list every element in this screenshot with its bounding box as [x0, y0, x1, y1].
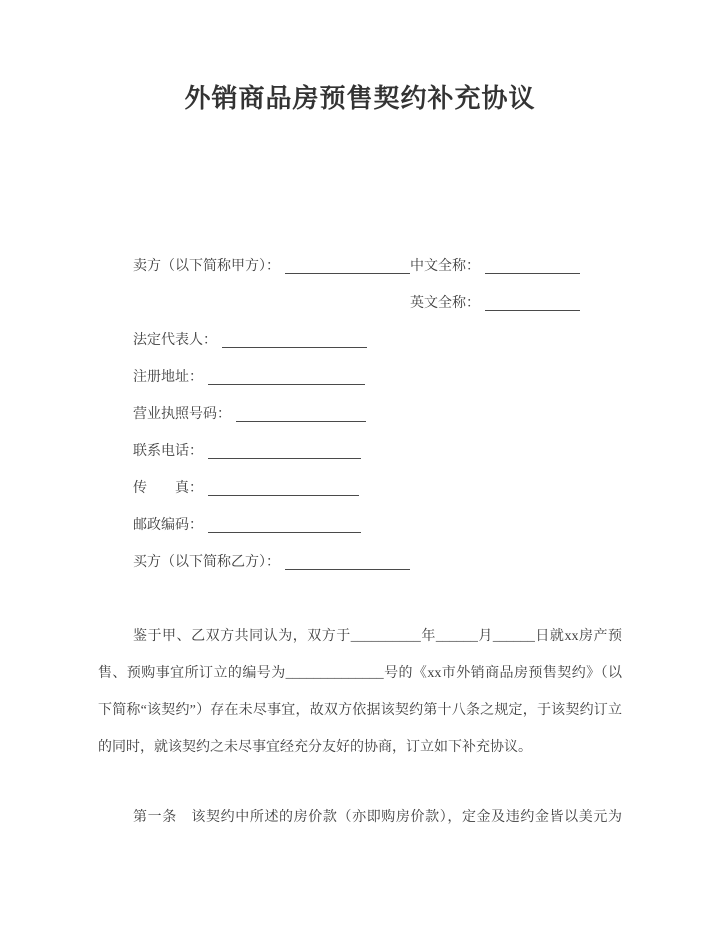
buyer-label: 买方（以下简称乙方）：	[133, 555, 280, 570]
fax-blank-line	[208, 481, 359, 496]
form-row-chinese-name	[410, 248, 580, 285]
business-license-blank-line	[236, 407, 366, 422]
phone-label: 联系电话：	[133, 444, 203, 459]
business-license-label: 营业执照号码：	[133, 407, 231, 422]
legal-representative-blank-line	[222, 333, 367, 348]
legal-representative-label: 法定代表人：	[133, 333, 217, 348]
seller-label: 卖方（以下简称甲方）：	[133, 259, 280, 274]
party-info-form	[98, 248, 622, 581]
form-row-buyer	[98, 544, 622, 581]
form-row-business-license	[98, 396, 622, 433]
registered-address-label: 注册地址：	[133, 370, 203, 385]
chinese-name-blank-line	[485, 259, 580, 274]
document-title: 外销商品房预售契约补充协议	[184, 84, 536, 113]
form-row-fax	[98, 470, 622, 507]
registered-address-blank-line	[208, 370, 365, 385]
form-row-legal-representative	[98, 322, 622, 359]
fax-label: 传 真：	[133, 481, 203, 496]
clause-1-paragraph: 第一条 该契约中所述的房价款（亦即购房价款），定金及违约金皆以美元为	[133, 810, 622, 825]
preamble-paragraph: 鉴于甲、乙双方共同认为，双方于__________年______月______日就xx房产预售、预购事宜所订立的编号为______________号的《xx市外销商品房预售契约》（以下简称“该契约”）存在未尽事宜，故双方依据该契约第十八条之规定，于该契约订立的同时，就该契约之未尽事宜经充分友好的协商，订立如下补充协议。	[98, 629, 622, 755]
form-row-phone	[98, 433, 622, 470]
form-row-english-name	[98, 285, 622, 322]
form-row-postal-code	[98, 507, 622, 544]
phone-blank-line	[208, 444, 361, 459]
buyer-blank-line	[285, 555, 410, 570]
english-name-label: 英文全称：	[410, 296, 480, 311]
english-name-blank-line	[485, 296, 580, 311]
postal-code-blank-line	[208, 518, 361, 533]
postal-code-label: 邮政编码：	[133, 518, 203, 533]
form-row-seller	[98, 248, 622, 285]
form-row-registered-address	[98, 359, 622, 396]
seller-blank-line	[285, 259, 410, 274]
chinese-name-label: 中文全称：	[410, 259, 480, 274]
